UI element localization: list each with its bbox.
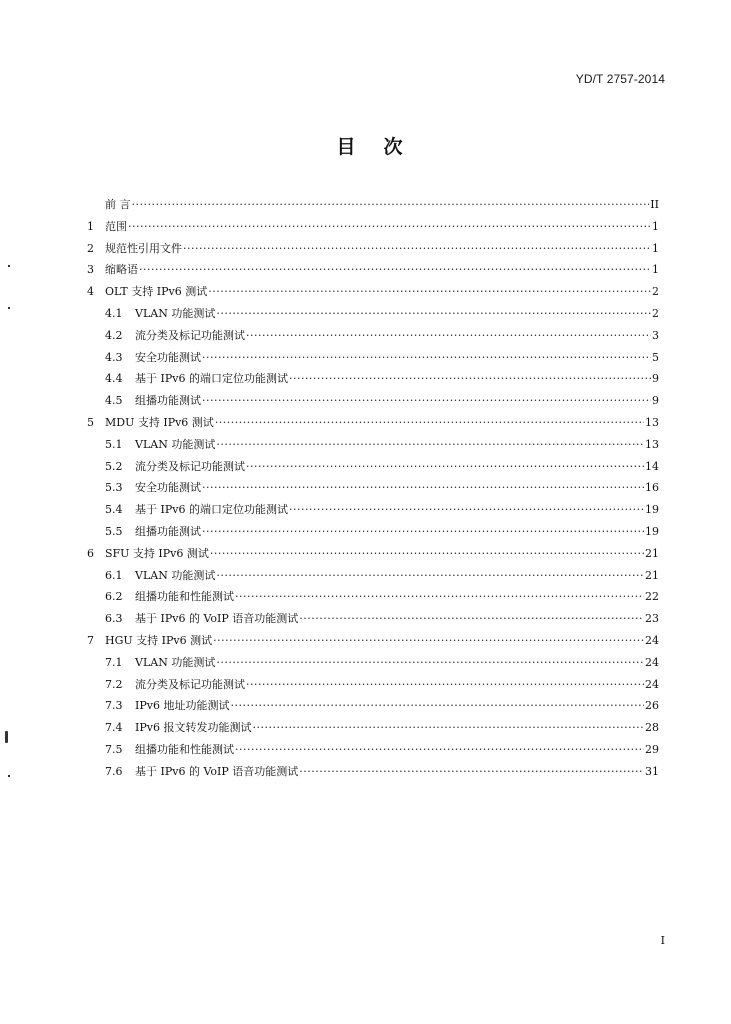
toc-entry-label: VLAN 功能测试 [135,655,216,669]
toc-entry-page: 13 [645,437,659,451]
scan-speck [8,265,10,267]
toc-entry-page: 31 [645,764,659,778]
scan-speck [8,775,10,777]
toc-leader-dots [213,630,644,652]
toc-entry-page: 26 [645,699,659,713]
toc-entry[interactable] [87,238,659,260]
toc-entry-number: 7 [87,633,94,647]
toc-entry-label: VLAN 功能测试 [135,306,216,320]
toc-entry[interactable] [87,674,659,696]
toc-entry[interactable] [87,412,659,434]
toc-entry-page: 16 [645,481,659,495]
toc-entry[interactable] [87,194,659,216]
toc-leader-dots [230,695,644,717]
toc-leader-dots [216,565,644,587]
toc-entry-number: 4.3 [105,350,123,364]
toc-leader-dots [128,216,651,238]
folio-page-number: I [660,934,665,947]
toc-entry[interactable] [87,216,659,238]
toc-entry-page: 22 [645,590,659,604]
toc-entry-number: 4.2 [105,328,123,342]
toc-entry-number: 5.3 [105,481,123,495]
toc-entry-label: 缩略语 [105,263,138,277]
toc-entry[interactable] [87,390,659,412]
toc-leader-dots [139,259,651,281]
toc-entry-page: 23 [645,612,659,626]
toc-entry-page: 14 [645,459,659,473]
toc-entry-page: 1 [652,241,659,255]
toc-entry-number: 6 [87,546,94,560]
toc-leader-dots [246,325,651,347]
toc-entry[interactable] [87,259,659,281]
toc-entry[interactable] [87,303,659,325]
toc-entry[interactable] [87,739,659,761]
toc-leader-dots [208,281,651,303]
toc-entry[interactable] [87,761,659,783]
toc-entry-label: 组播功能测试 [135,524,201,538]
toc-entry-page: 19 [645,524,659,538]
toc-entry-number: 2 [87,241,94,255]
toc-entry[interactable] [87,325,659,347]
toc-entry-label: VLAN 功能测试 [135,437,216,451]
toc-entry-number: 6.3 [105,612,123,626]
toc-entry[interactable] [87,434,659,456]
scan-speck [8,307,10,309]
toc-entry-label: IPv6 报文转发功能测试 [135,721,252,735]
toc-entry-number: 7.3 [105,699,123,713]
toc-entry-number: 4.5 [105,394,123,408]
toc-entry-label: 基于 IPv6 的 VoIP 语音功能测试 [135,764,299,778]
toc-entry-number: 6.2 [105,590,123,604]
toc-leader-dots [202,347,651,369]
toc-entry-page: 24 [645,677,659,691]
toc-entry-label: 组播功能和性能测试 [135,590,234,604]
toc-entry-page: 13 [645,415,659,429]
toc-entry-label: 流分类及标记功能测试 [135,459,245,473]
toc-entry[interactable] [87,543,659,565]
toc-entry-page: 3 [652,328,659,342]
toc-entry-page: 1 [652,219,659,233]
toc-entry-number: 5.4 [105,503,123,517]
toc-entry-page: 5 [652,350,659,364]
toc-entry-page: 2 [652,285,659,299]
toc-entry-number: 7.2 [105,677,123,691]
toc-leader-dots [216,652,644,674]
table-of-contents [87,194,659,783]
toc-entry-number: 7.4 [105,721,123,735]
toc-entry-page: 21 [645,568,659,582]
toc-title: 目次 [336,136,431,158]
toc-leader-dots [246,674,644,696]
toc-entry-label: 组播功能测试 [135,394,201,408]
toc-entry-label: 范围 [105,219,127,233]
toc-leader-dots [202,390,651,412]
toc-leader-dots [235,586,644,608]
toc-entry-page: 9 [652,372,659,386]
toc-leader-dots [299,761,644,783]
toc-entry[interactable] [87,586,659,608]
toc-leader-dots [216,434,644,456]
toc-leader-dots [202,521,644,543]
toc-entry-number: 5.5 [105,524,123,538]
toc-entry-label: IPv6 地址功能测试 [135,699,230,713]
toc-entry-number: 6.1 [105,568,123,582]
standard-code: YD/T 2757-2014 [575,72,665,86]
toc-entry[interactable] [87,477,659,499]
toc-entry-label: 流分类及标记功能测试 [135,328,245,342]
toc-entry[interactable] [87,652,659,674]
toc-leader-dots [215,412,644,434]
toc-entry-label: 基于 IPv6 的端口定位功能测试 [135,372,288,386]
toc-leader-dots [132,194,650,216]
toc-entry-number: 3 [87,263,94,277]
toc-entry-label: 安全功能测试 [135,350,201,364]
toc-entry[interactable] [87,347,659,369]
toc-entry-number: 4 [87,285,94,299]
toc-entry[interactable] [87,565,659,587]
toc-entry-label: 基于 IPv6 的 VoIP 语音功能测试 [135,612,299,626]
toc-entry-label: VLAN 功能测试 [135,568,216,582]
toc-entry-number: 7.6 [105,764,123,778]
toc-entry[interactable] [87,608,659,630]
toc-entry-number: 5 [87,415,94,429]
toc-entry[interactable] [87,499,659,521]
toc-entry-label: 规范性引用文件 [105,241,182,255]
toc-entry[interactable] [87,368,659,390]
toc-entry-number: 7.1 [105,655,123,669]
toc-entry[interactable] [87,695,659,717]
toc-leader-dots [210,543,644,565]
toc-leader-dots [246,456,644,478]
toc-entry-page: 9 [652,394,659,408]
toc-entry-page: 29 [645,742,659,756]
toc-entry[interactable] [87,630,659,652]
toc-entry-number: 4.1 [105,306,123,320]
toc-entry-number: 1 [87,219,94,233]
toc-leader-dots [299,608,644,630]
toc-leader-dots [289,368,651,390]
toc-entry-number: 7.5 [105,742,123,756]
toc-entry[interactable] [87,717,659,739]
toc-entry-label: OLT 支持 IPv6 测试 [105,285,208,299]
toc-entry-label: MDU 支持 IPv6 测试 [105,415,214,429]
scan-speck [5,731,8,743]
toc-entry-label: 组播功能和性能测试 [135,742,234,756]
toc-entry-page: 24 [645,633,659,647]
toc-entry-page: 24 [645,655,659,669]
toc-entry-page: 1 [652,263,659,277]
toc-entry-label: 基于 IPv6 的端口定位功能测试 [135,503,288,517]
toc-entry-label: HGU 支持 IPv6 测试 [105,633,213,647]
toc-entry-number: 5.2 [105,459,123,473]
toc-entry-number: 4.4 [105,372,123,386]
toc-leader-dots [235,739,644,761]
toc-entry[interactable] [87,281,659,303]
toc-entry-page: 19 [645,503,659,517]
toc-entry[interactable] [87,456,659,478]
toc-leader-dots [252,717,644,739]
toc-leader-dots [183,238,651,260]
toc-leader-dots [289,499,644,521]
toc-entry-label: 流分类及标记功能测试 [135,677,245,691]
toc-entry-page: II [650,198,659,211]
toc-entry-label: 安全功能测试 [135,481,201,495]
toc-entry-page: 28 [645,721,659,735]
toc-entry-page: 2 [652,306,659,320]
toc-leader-dots [202,477,644,499]
toc-entry[interactable] [87,521,659,543]
toc-entry-page: 21 [645,546,659,560]
toc-entry-label: 前 言 [105,198,131,211]
toc-entry-number: 5.1 [105,437,123,451]
toc-entry-label: SFU 支持 IPv6 测试 [105,546,209,560]
toc-leader-dots [216,303,651,325]
